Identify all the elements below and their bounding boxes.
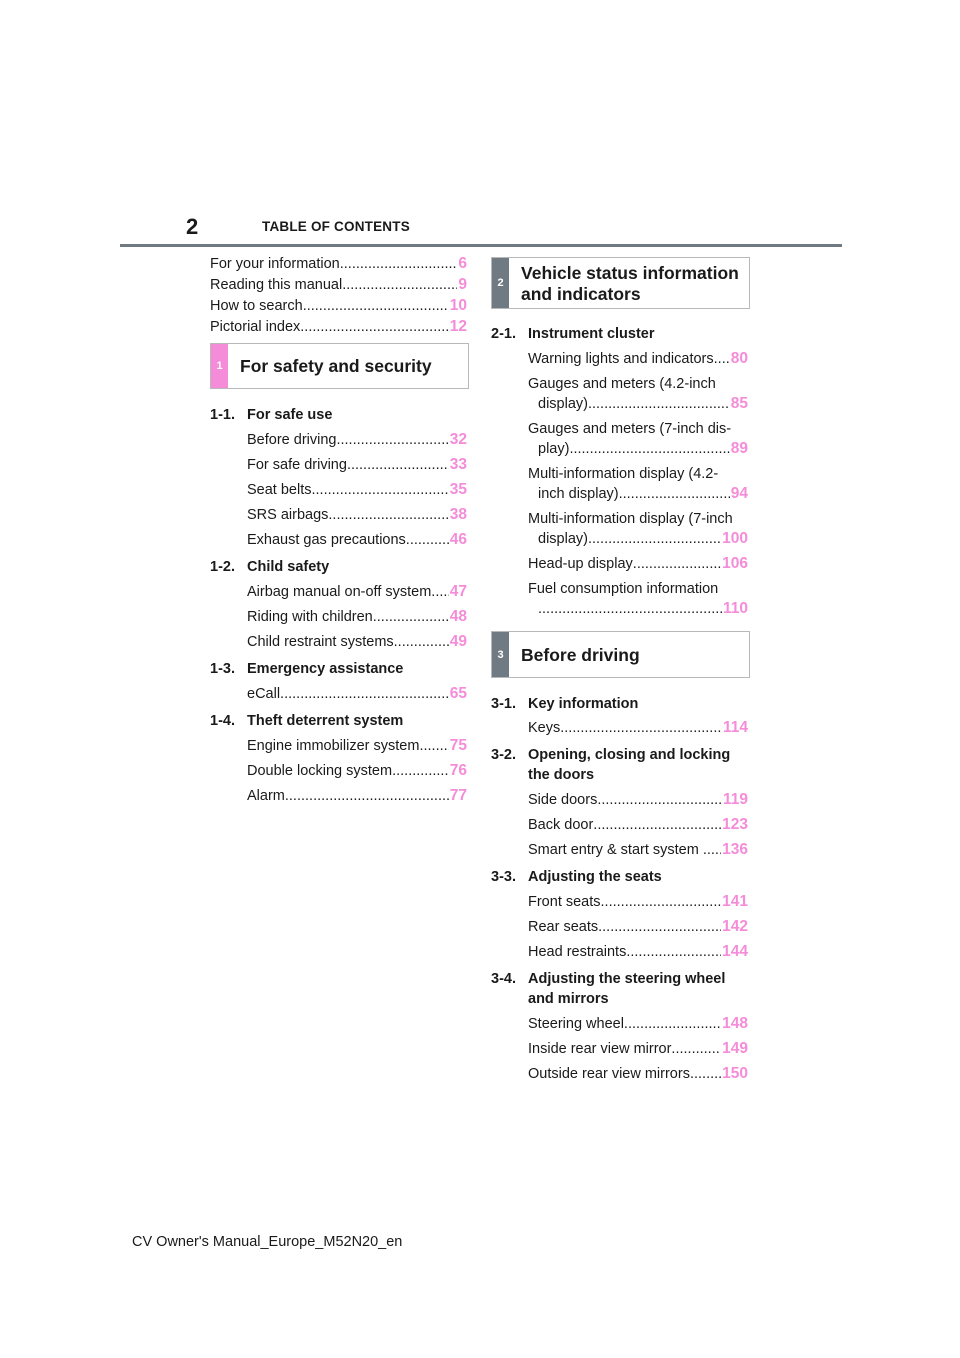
toc-entry-fuel-line-1: Fuel consumption information	[528, 581, 719, 597]
page-link[interactable]: 144	[722, 943, 748, 960]
page-link[interactable]: 89	[730, 440, 748, 457]
toc-entry-gauges-42-line-1: Gauges and meters (4.2-inch	[528, 376, 716, 392]
toc-entry-riding-children[interactable]: Riding with children ..... 48	[247, 607, 467, 627]
section-2-1: 2-1. Instrument cluster	[491, 326, 655, 342]
chapter-1-heading[interactable]	[210, 343, 469, 389]
toc-entry-ecall[interactable]: eCall ..... 65	[247, 684, 467, 704]
chapter-tab: 1	[211, 344, 228, 388]
page-link[interactable]: 49	[449, 633, 467, 650]
page-link[interactable]: 38	[449, 506, 467, 523]
page-link[interactable]: 94	[730, 485, 748, 502]
toc-entry-for-your-information[interactable]: For your information ..... 6	[210, 254, 467, 274]
page-link[interactable]: 65	[449, 685, 467, 702]
section-3-2: 3-2. Opening, closing and locking the doors	[491, 747, 731, 783]
page-link[interactable]: 77	[449, 787, 467, 804]
toc-entry-alarm[interactable]: Alarm ..... 77	[247, 786, 467, 806]
toc-entry-warning-lights[interactable]: Warning lights and indicators ..... 80	[528, 349, 748, 369]
toc-entry-front-seats[interactable]: Front seats ..... 141	[528, 892, 748, 912]
page-link[interactable]: 106	[722, 555, 748, 572]
page-link[interactable]: 100	[722, 530, 748, 547]
page-link[interactable]: 47	[449, 583, 467, 600]
chapter-2-heading[interactable]	[491, 257, 750, 309]
page-link[interactable]: 75	[449, 737, 467, 754]
page-link[interactable]: 46	[449, 531, 467, 548]
page-title: TABLE OF CONTENTS	[262, 219, 410, 234]
toc-entry-smart-entry[interactable]: Smart entry & start system . ..... 136	[528, 840, 748, 860]
page-link[interactable]: 33	[449, 456, 467, 473]
toc-entry-airbag-manual[interactable]: Airbag manual on-off system ..... 47	[247, 582, 467, 602]
toc-entry-reading-this-manual[interactable]: Reading this manual ..... 9	[210, 275, 467, 295]
toc-entry-pictorial-index[interactable]: Pictorial index ..... 12	[210, 317, 467, 337]
toc-entry-back-door[interactable]: Back door ..... 123	[528, 815, 748, 835]
toc-entry-head-up[interactable]: Head-up display ..... 106	[528, 554, 748, 574]
page-link[interactable]: 142	[722, 918, 748, 935]
toc-entry-mid-7-line-1: Multi-information display (7-inch	[528, 511, 733, 527]
section-3-3: 3-3. Adjusting the seats	[491, 869, 662, 885]
page-link[interactable]: 48	[449, 608, 467, 625]
toc-entry-gauges-42[interactable]: display) ..... 85	[538, 394, 748, 414]
toc-entry-side-doors[interactable]: Side doors ..... 119	[528, 790, 748, 810]
page-number: 2	[186, 214, 199, 239]
toc-entry-seat-belts[interactable]: Seat belts ..... 35	[247, 480, 467, 500]
page-link[interactable]: 148	[722, 1015, 748, 1032]
toc-entry-engine-immobilizer[interactable]: Engine immobilizer system ..... 75	[247, 736, 467, 756]
page-link[interactable]: 150	[722, 1065, 748, 1082]
chapter-title: Before driving	[521, 645, 640, 665]
page-link[interactable]: 119	[722, 791, 748, 808]
toc-entry-gauges-7-line-1: Gauges and meters (7-inch dis-	[528, 421, 732, 437]
toc-entry-gauges-7[interactable]: play) ..... 89	[538, 439, 748, 459]
section-1-2: 1-2. Child safety	[210, 559, 330, 575]
toc-entry-keys[interactable]: Keys ..... 114	[528, 718, 748, 738]
page-link[interactable]: 149	[722, 1040, 748, 1057]
toc-entry-fuel[interactable]	[538, 599, 748, 619]
chapter-title: For safety and security	[240, 356, 432, 376]
page-link[interactable]: 80	[730, 350, 748, 367]
toc-entry-child-restraint[interactable]: Child restraint systems ..... 49	[247, 632, 467, 652]
chapter-title-line-2: and indicators	[521, 284, 641, 304]
footer-manual-id: CV Owner's Manual_Europe_M52N20_en	[132, 1234, 403, 1250]
chapter-tab: 3	[492, 632, 509, 677]
page-link[interactable]: 141	[722, 893, 748, 910]
section-3-1: 3-1. Key information	[491, 696, 639, 712]
toc-entry-mid-42-line-1: Multi-information display (4.2-	[528, 466, 719, 482]
toc-entry-mid-42[interactable]: inch display) ..... 94	[538, 484, 748, 504]
toc-entry-for-safe-driving[interactable]: For safe driving ..... 33	[247, 455, 467, 475]
page-link[interactable]: 32	[449, 431, 467, 448]
section-1-1: 1-1. For safe use	[210, 407, 333, 423]
page-link[interactable]: 136	[722, 841, 748, 858]
page-link[interactable]: 110	[722, 600, 748, 617]
page-link[interactable]: 10	[449, 297, 467, 314]
chapter-tab: 2	[492, 258, 509, 308]
toc-entry-srs-airbags[interactable]: SRS airbags ..... 38	[247, 505, 467, 525]
chapter-title-line-1: Vehicle status information	[521, 263, 739, 283]
toc-entry-double-locking[interactable]: Double locking system ..... 76	[247, 761, 467, 781]
toc-entry-how-to-search[interactable]: How to search ..... 10	[210, 296, 467, 316]
page-link[interactable]: 123	[722, 816, 748, 833]
page-link[interactable]: 76	[449, 762, 467, 779]
header-divider	[120, 244, 842, 247]
page-link[interactable]: 35	[449, 481, 467, 498]
toc-entry-outside-mirrors[interactable]: Outside rear view mirrors ..... 150	[528, 1064, 748, 1084]
page-link[interactable]: 85	[730, 395, 748, 412]
toc-entry-before-driving[interactable]: Before driving ..... 32	[247, 430, 467, 450]
page-link[interactable]: 6	[458, 255, 467, 272]
page-link[interactable]: 9	[458, 276, 467, 293]
toc-entry-exhaust-gas[interactable]: Exhaust gas precautions ..... 46	[247, 530, 467, 550]
section-1-4: 1-4. Theft deterrent system	[210, 713, 404, 729]
section-3-4: 3-4. Adjusting the steering wheel and mirrors	[491, 971, 726, 1007]
section-1-3: 1-3. Emergency assistance	[210, 661, 404, 677]
toc-entry-inside-mirror[interactable]: Inside rear view mirror ..... 149	[528, 1039, 748, 1059]
toc-entry-rear-seats[interactable]: Rear seats ..... 142	[528, 917, 748, 937]
toc-entry-steering-wheel[interactable]: Steering wheel ..... 148	[528, 1014, 748, 1034]
toc-entry-head-restraints[interactable]: Head restraints ..... 144	[528, 942, 748, 962]
chapter-3-heading[interactable]	[491, 631, 750, 678]
toc-entry-mid-7[interactable]: display) ..... 100	[538, 529, 748, 549]
page-link[interactable]: 114	[722, 719, 748, 736]
page-link[interactable]: 12	[449, 318, 467, 335]
